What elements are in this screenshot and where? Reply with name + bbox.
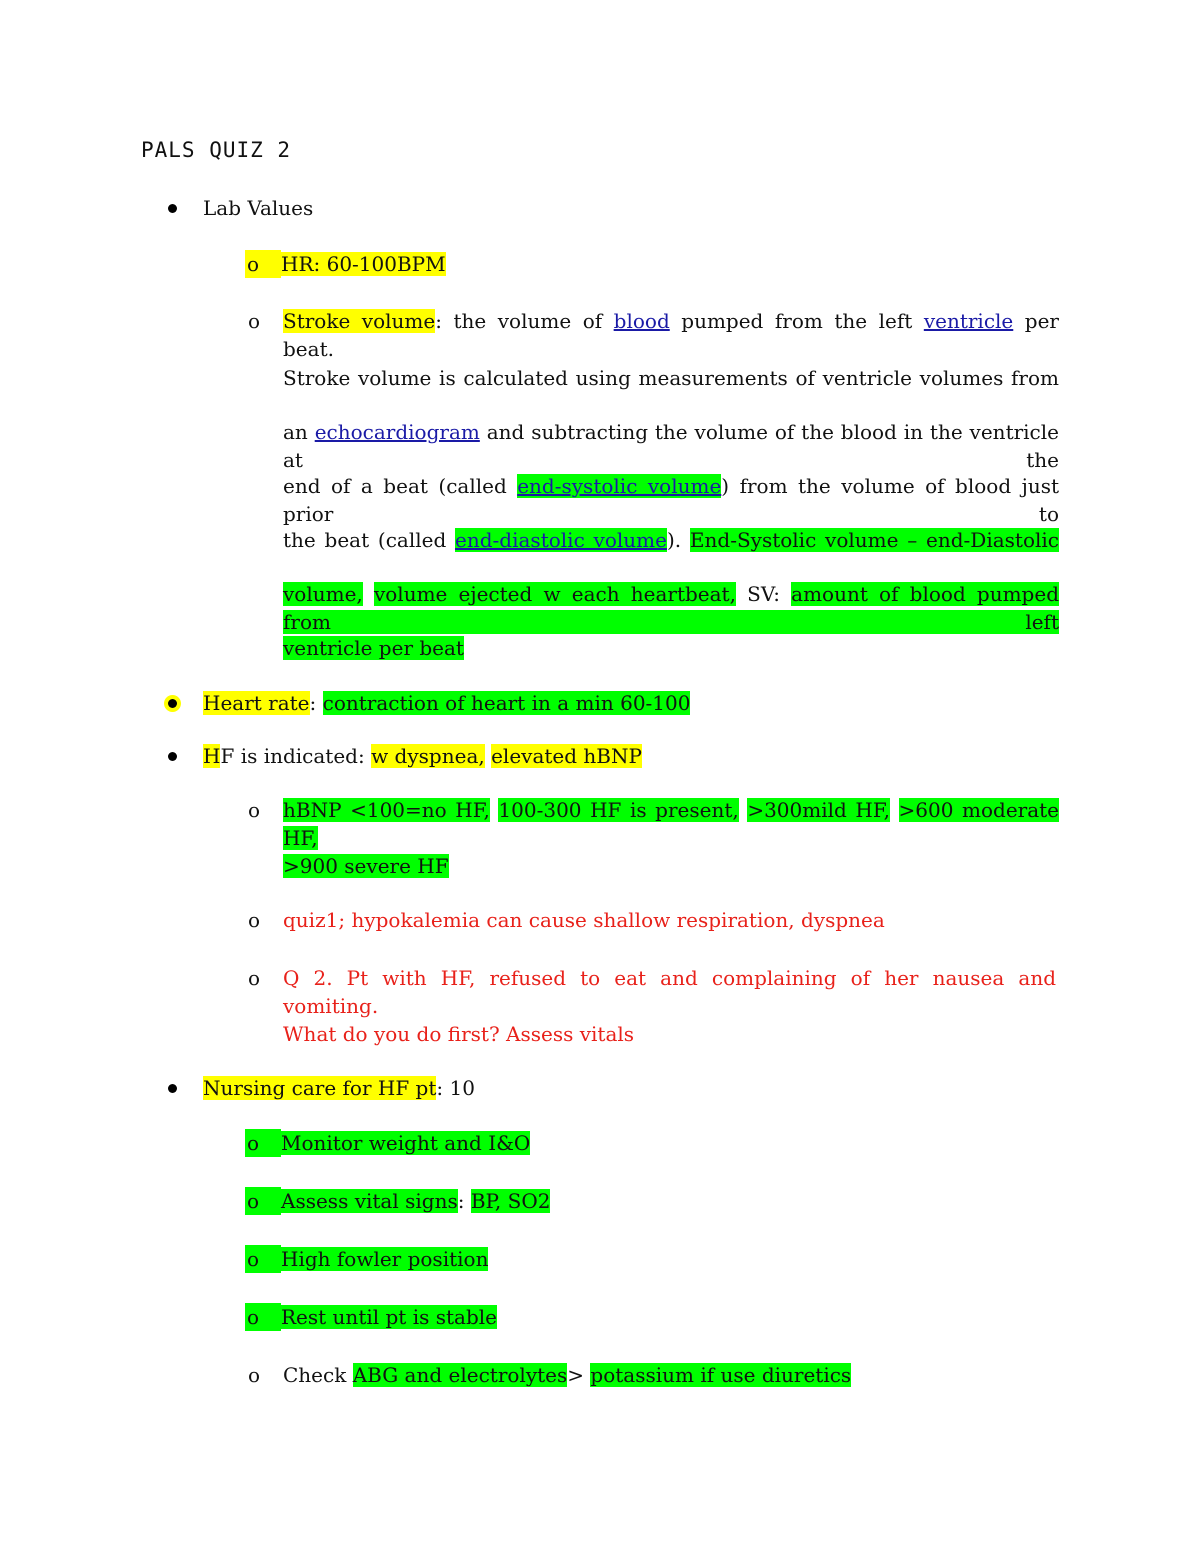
sub-bullet: o bbox=[245, 1129, 281, 1157]
q2-line-2: What do you do first? Assess vitals bbox=[283, 1022, 635, 1046]
blood-link[interactable]: blood bbox=[613, 309, 670, 333]
nursing-care-item: Nursing care for HF pt: 10 bbox=[203, 1076, 475, 1100]
lab-values-heading: Lab Values bbox=[203, 196, 314, 220]
hr-item: HR: 60-100BPM bbox=[281, 252, 446, 276]
hf-indicated-item: HF is indicated: w dyspnea, elevated hBNP bbox=[203, 744, 642, 768]
heart-rate-item: Heart rate: contraction of heart in a min 60-100 bbox=[203, 691, 691, 715]
sub-bullet: o bbox=[247, 966, 261, 990]
stroke-volume-line-5: the beat (called end-diastolic volume). End-Systolic volume – end-Diastolic bbox=[283, 528, 1059, 552]
stroke-volume-line-6: volume, volume ejected w each heartbeat, SV: amount of blood pumped from left bbox=[283, 582, 1059, 634]
sub-bullet: o bbox=[247, 908, 261, 932]
quiz1-note: quiz1; hypokalemia can cause shallow respiration, dyspnea bbox=[283, 908, 885, 932]
stroke-volume-line-4: end of a beat (called end-systolic volume) from the volume of blood just prior to bbox=[283, 474, 1059, 526]
stroke-volume-line-7: ventricle per beat bbox=[283, 636, 464, 660]
hbnp-line-1: hBNP <100=no HF, 100-300 HF is present, >300mild HF, >600 moderate HF, bbox=[283, 798, 1060, 850]
bullet-dot bbox=[168, 699, 177, 708]
nursing-item-vitals: Assess vital signs: BP, SO2 bbox=[281, 1189, 551, 1213]
nursing-item-rest: Rest until pt is stable bbox=[281, 1305, 497, 1329]
nursing-item-monitor: Monitor weight and I&O bbox=[281, 1131, 531, 1155]
q2-line-1: Q 2. Pt with HF, refused to eat and complaining of her nausea and vomiting. bbox=[283, 966, 1056, 1018]
bullet-dot bbox=[168, 1084, 177, 1093]
sub-bullet: o bbox=[247, 309, 261, 333]
page-title: PALS QUIZ 2 bbox=[141, 138, 292, 162]
nursing-item-check: Check ABG and electrolytes> potassium if use diuretics bbox=[283, 1363, 852, 1387]
stroke-volume-line-2: Stroke volume is calculated using measurements of ventricle volumes from bbox=[283, 366, 1059, 390]
stroke-volume-line-3: an echocardiogram and subtracting the volume of the blood in the ventricle at the bbox=[283, 420, 1059, 472]
bullet-dot bbox=[168, 204, 177, 213]
sub-bullet: o bbox=[245, 1245, 281, 1273]
sub-bullet: o bbox=[247, 1363, 261, 1387]
bullet-dot bbox=[168, 752, 177, 761]
sub-bullet: o bbox=[247, 798, 261, 822]
end-diastolic-link[interactable]: end-diastolic volume bbox=[455, 528, 667, 552]
sub-bullet: o bbox=[245, 250, 281, 278]
stroke-volume-line-1: Stroke volume: the volume of blood pumped from the left ventricle per beat. bbox=[283, 309, 1059, 361]
end-systolic-link[interactable]: end-systolic volume bbox=[517, 474, 722, 498]
sub-bullet: o bbox=[245, 1187, 281, 1215]
hbnp-line-2: >900 severe HF bbox=[283, 854, 449, 878]
nursing-item-fowler: High fowler position bbox=[281, 1247, 489, 1271]
ventricle-link[interactable]: ventricle bbox=[923, 309, 1014, 333]
echocardiogram-link[interactable]: echocardiogram bbox=[314, 420, 480, 444]
sub-bullet: o bbox=[245, 1303, 281, 1331]
